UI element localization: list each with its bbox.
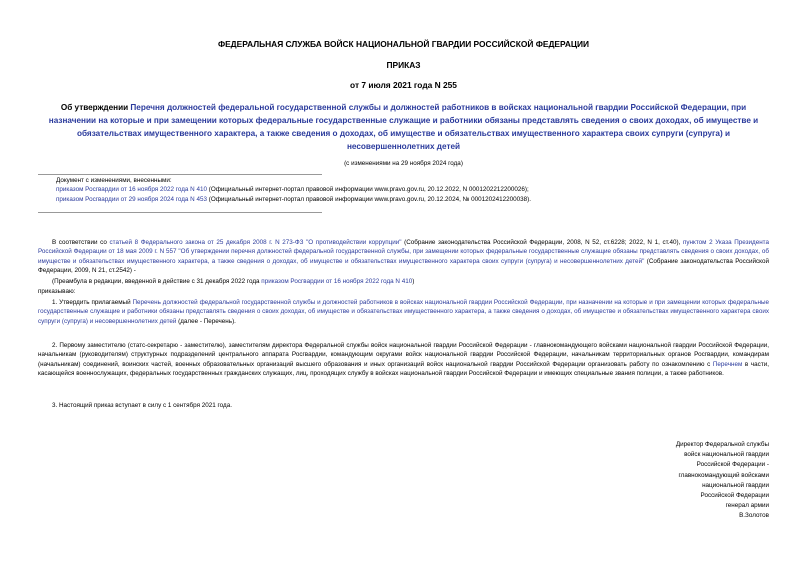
item-2-text: в части, касающейся военнослужащих, федеральных государственных гражданских служащих, лиц, проходящих службу в войсках национальной гвардии Российской Федерации и имеющих специальные звания полиции, а также работников. (38, 360, 769, 377)
list-ref-link[interactable]: Перечнем (712, 360, 743, 368)
preamble-note-text: (Преамбула в редакции, введенной в действие с 31 декабря 2022 года (52, 278, 262, 285)
decree-link[interactable]: пунктом 2 Указа Президента Российской Федерации от 18 мая 2009 г. N 557 "Об утверждении перечня должностей федеральной государственной службы, при замещении которых федеральные государственные служащие обязаны представлять сведения о своих доходах, об имуществе и обязательствах имущественного характера, а также сведения о доходах, об имуществе и обязательствах имущественного характера своих супруги (супруга) и несовершеннолетних детей" (38, 239, 769, 265)
document-title (38, 101, 769, 153)
change-item (56, 185, 769, 194)
order-word: приказываю: (38, 288, 76, 295)
item-1 (38, 298, 769, 326)
change-item (56, 195, 769, 204)
signature-line: генерал армии (725, 502, 769, 510)
agency-heading: ФЕДЕРАЛЬНАЯ СЛУЖБА ВОЙСК НАЦИОНАЛЬНОЙ ГВАРДИИ РОССИЙСКОЙ ФЕДЕРАЦИИ (217, 39, 590, 49)
item-2 (38, 341, 769, 378)
signature-line: Российской Федерации (700, 492, 769, 500)
bottom-divider (38, 212, 322, 213)
preamble-note (38, 277, 769, 286)
signature-block (600, 440, 769, 522)
changes-intro: Документ с изменениями, внесенными: (56, 177, 172, 184)
revision-note: (с изменениями на 29 ноября 2024 года) (344, 160, 463, 167)
preamble-note-link[interactable]: приказом Росгвардии от 16 ноября 2022 года N 410 (261, 278, 413, 285)
signature-line: войск национальной гвардии (684, 451, 769, 459)
top-divider (38, 174, 322, 175)
title-prefix: Об утверждении (60, 103, 131, 112)
signature-line: Российской Федерации - (696, 461, 769, 469)
change-link[interactable]: приказом Росгвардии от 16 ноября 2022 года N 410 (56, 186, 207, 194)
preamble-note-end: ) (412, 278, 415, 285)
item-1-text: (далее - Перечень). (176, 317, 236, 325)
signature-line: Директор Федеральной службы (675, 441, 769, 448)
change-source: (Официальный интернет-портал правовой информации www.pravo.gov.ru, 20.12.2024, № 0001202412200038). (206, 195, 531, 203)
preamble-text: (Собрание законодательства Российской Федерации, 2008, N 52, ст.6228; 2022, N 1, ст.40), (401, 239, 683, 246)
signature-line: главнокомандующий войсками (678, 471, 769, 479)
doc-type-heading: ПРИКАЗ (386, 60, 421, 70)
item-3: 3. Настоящий приказ вступает в силу с 1 сентября 2021 года. (52, 402, 232, 409)
item-1-text: 1. Утвердить прилагаемый (52, 299, 133, 306)
signature-line: национальной гвардии (702, 481, 769, 489)
signer-name: В.Золотов (739, 512, 769, 520)
change-source: (Официальный интернет-портал правовой информации www.pravo.gov.ru, 20.12.2022, N 0001202212200026); (206, 186, 529, 194)
item-2-text: 2. Первому заместителю (статс-секретарю - заместителю), заместителям директора Федеральной службы войск национальной гвардии Российской Федерации - главнокомандующего войсками национальной гвардии Российской Федерации, начальникам (руководителям) структурных подразделений центрального аппарата Росгвардии, командующим округами войск национальной гвардии Российской Федерации, начальникам территориальных органов Росгвардии, командирам (начальникам) соединений, воинских частей, военных образовательных организаций высшего образования и иных организаций войск национальной гвардии Российской Федерации организовать работу по ознакомлению с (38, 342, 769, 368)
preamble (38, 238, 769, 275)
preamble-text: В соответствии со (52, 239, 110, 246)
law-article-link[interactable]: статьей 8 Федерального закона от 25 декабря 2008 г. N 273-ФЗ "О противодействии коррупции" (109, 239, 402, 246)
list-link[interactable]: Перечень должностей федеральной государственной службы и должностей работников в войсках национальной гвардии Российской Федерации, при назначении на которые и при замещении которых федеральные государственные служащие и работники обязаны представлять сведения о своих доходах, об имуществе и обязательствах имущественного характера, а также сведения о доходах, об имуществе и обязательствах имущественного характера своих супруги (супруга) и несовершеннолетних детей (38, 299, 769, 325)
title-link[interactable]: Перечня должностей федеральной государственной службы и должностей работников в войсках национальной гвардии Российской Федерации, при назначении на которые и при замещении которых федеральные государственные служащие и работники обязаны представлять сведения о своих доходах, об имуществе и обязательствах имущественного характера, а также сведения о доходах, об имуществе и обязательствах имущественного характера своих супруги (супруга) и несовершеннолетних детей (48, 103, 759, 151)
change-link[interactable]: приказом Росгвардии от 29 ноября 2024 года N 453 (56, 195, 207, 203)
date-number-heading: от 7 июля 2021 года N 255 (350, 80, 457, 90)
preamble-text: (Собрание законодательства Российской Федерации, 2009, N 21, ст.2542) - (38, 257, 770, 274)
changes-block (56, 176, 769, 204)
